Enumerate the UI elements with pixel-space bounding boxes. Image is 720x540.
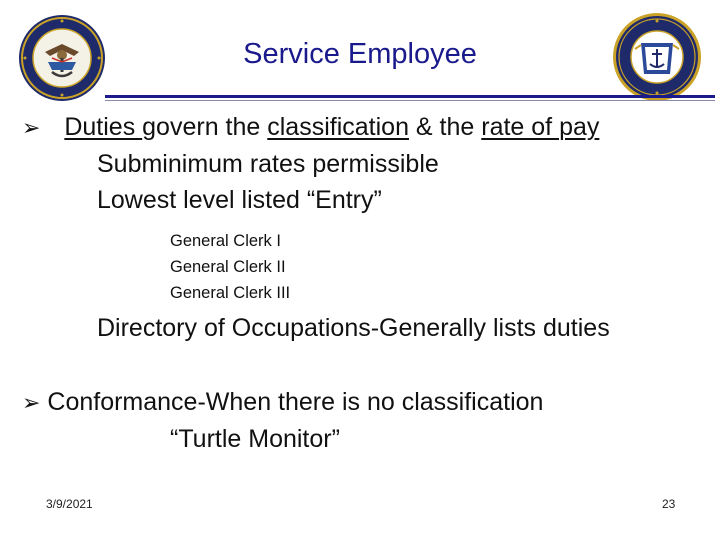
arrow-bullet-icon: ➢ bbox=[22, 390, 41, 415]
classification-text: classification bbox=[267, 113, 409, 141]
subline-lowest-level: Lowest level listed “Entry” bbox=[97, 186, 382, 214]
rate-of-pay-text: rate of pay bbox=[481, 113, 600, 141]
level-item: General Clerk III bbox=[170, 284, 291, 302]
govern-text: govern the bbox=[142, 113, 268, 141]
duties-text: Duties bbox=[64, 113, 143, 141]
slide-title: Service Employee bbox=[243, 38, 477, 70]
and-the-text: & the bbox=[408, 113, 482, 141]
bullet-conformance bbox=[22, 388, 543, 417]
subline-directory: Directory of Occupations-Generally lists duties bbox=[97, 314, 610, 342]
subline-subminimum: Subminimum rates permissible bbox=[97, 150, 439, 178]
arrow-bullet-icon: ➢ bbox=[22, 115, 41, 140]
example-turtle-monitor: “Turtle Monitor” bbox=[170, 425, 340, 453]
level-item: General Clerk I bbox=[170, 232, 281, 250]
title-divider-shadow bbox=[105, 100, 715, 101]
footer-date: 3/9/2021 bbox=[46, 497, 93, 511]
page-number: 23 bbox=[662, 497, 676, 511]
bullet-duties bbox=[22, 113, 599, 142]
title-divider bbox=[105, 95, 715, 98]
conformance-text: Conformance-When there is no classification bbox=[47, 388, 544, 416]
level-item: General Clerk II bbox=[170, 258, 286, 276]
